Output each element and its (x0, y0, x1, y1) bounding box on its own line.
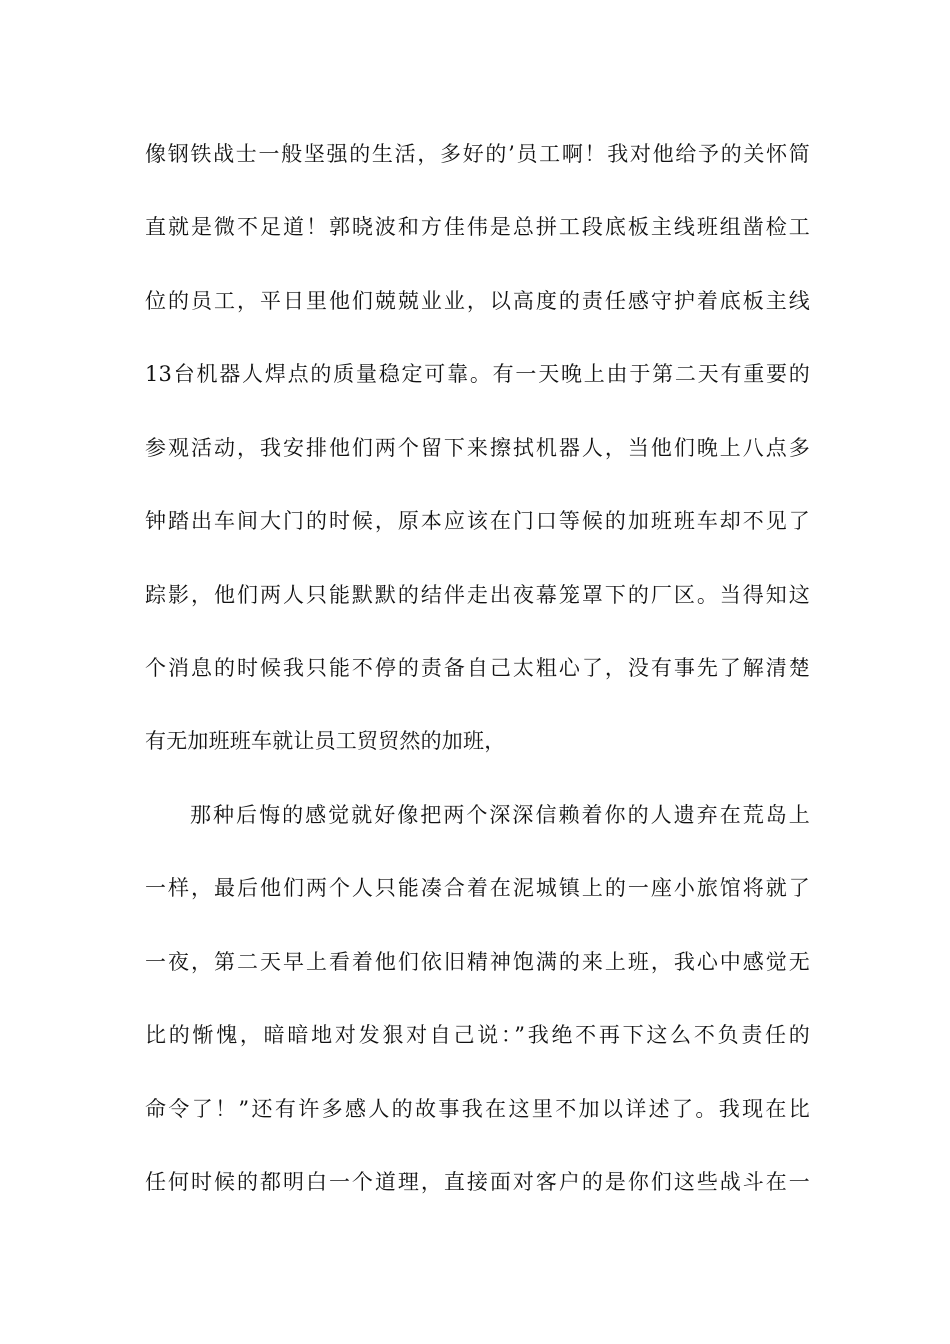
text-line: 命令了！”还有许多感人的故事我在这里不加以详述了。我现在比 (145, 1097, 810, 1121)
text-line: 个消息的时候我只能不停的责备自己太粗心了，没有事先了解清楚 (145, 656, 810, 680)
text-line: 踪影，他们两人只能默默的结伴走出夜幕笼罩下的厂区。当得知这 (145, 583, 810, 607)
text-line: 那种后悔的感觉就好像把两个深深信赖着你的人遗弃在荒岛上 (190, 803, 810, 827)
text-line: 有无加班班车就让员工贸贸然的加班， (145, 729, 506, 753)
text-line: 一样，最后他们两个人只能凑合着在泥城镇上的一座小旅馆将就了 (145, 876, 810, 900)
text-line: 像钢铁战士一般坚强的生活，多好的’员工啊！我对他给予的关怀简 (145, 142, 810, 166)
text-line: 直就是微不足道！郭晓波和方佳伟是总拼工段底板主线班组凿检工 (145, 215, 810, 239)
text-line: 钟踏出车间大门的时候，原本应该在门口等候的加班班车却不见了 (145, 509, 810, 533)
text-line: 比的惭愧，暗暗地对发狠对自己说：”我绝不再下这么不负责任的 (145, 1023, 810, 1047)
text-line: 一夜，第二天早上看着他们依旧精神饱满的来上班，我心中感觉无 (145, 950, 810, 974)
text-line: 任何时候的都明白一个道理，直接面对客户的是你们这些战斗在一 (145, 1170, 810, 1194)
text-line: 13台机器人焊点的质量稳定可靠。有一天晚上由于第二天有重要的 (145, 362, 810, 386)
text-line: 参观活动，我安排他们两个留下来擦拭机器人，当他们晚上八点多 (145, 436, 810, 460)
text-line: 位的员工，平日里他们兢兢业业，以高度的责任感守护着底板主线 (145, 289, 810, 313)
